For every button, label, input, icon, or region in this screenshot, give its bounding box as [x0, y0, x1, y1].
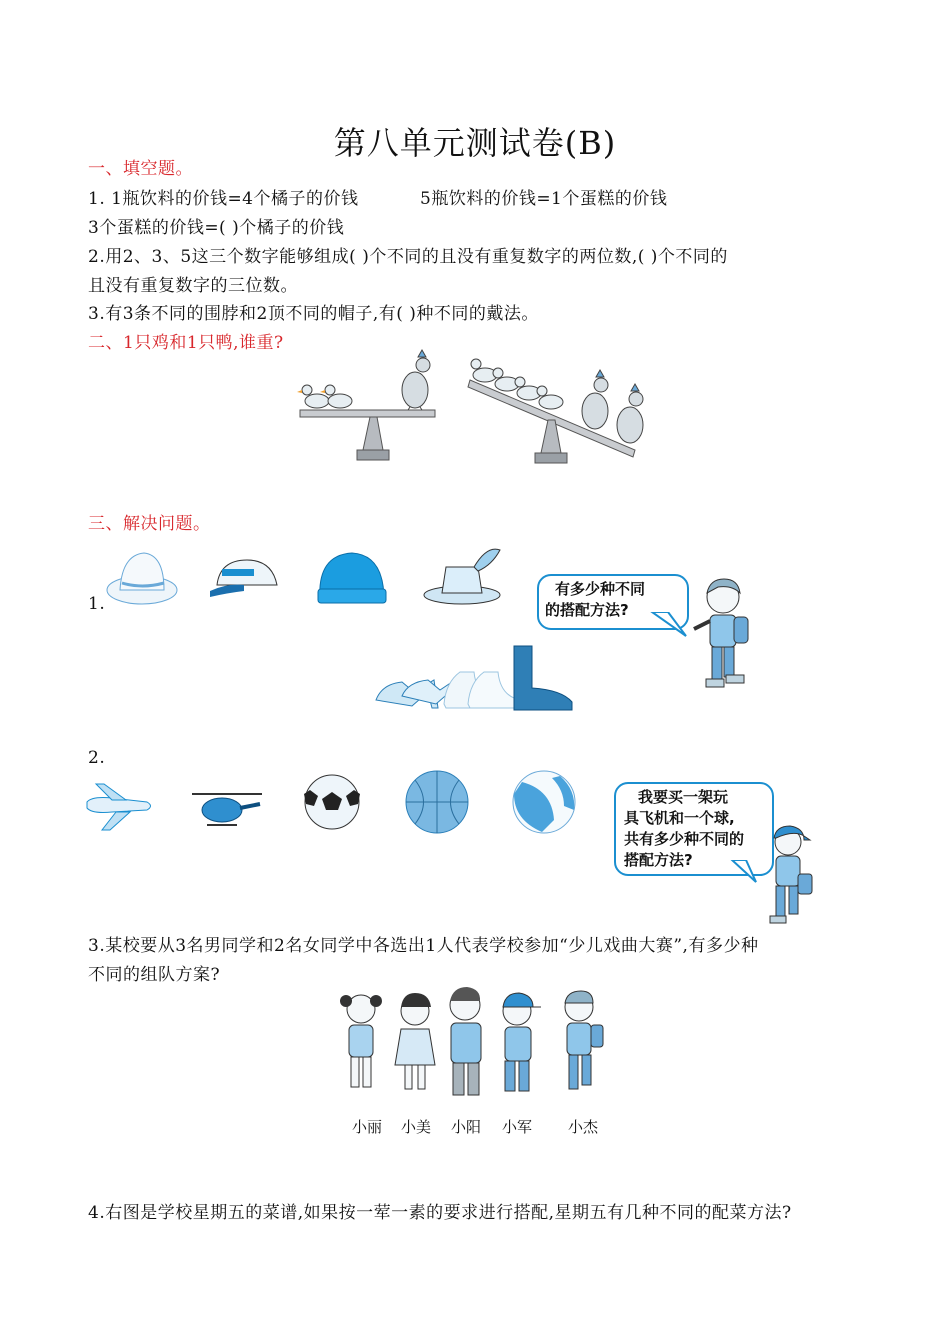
- chicken-icon: [402, 350, 430, 410]
- bubble-1-line: 的搭配方法?: [545, 601, 629, 619]
- bubble-2-line: 具飞机和一个球,: [624, 809, 735, 827]
- student-name: 小丽: [352, 1118, 383, 1136]
- volleyball-icon: [513, 771, 575, 833]
- knit-hat-icon: [318, 553, 386, 603]
- cap-icon: [210, 560, 277, 597]
- boot-icon: [514, 646, 572, 710]
- balance-scales-illustration: [295, 345, 665, 467]
- left-scale: [297, 350, 435, 460]
- q1-line-a: 1. 1瓶饮料的价钱=4个橘子的价钱: [88, 189, 359, 209]
- duck-icon: [297, 385, 329, 408]
- problem-4-line: 4.右图是学校星期五的菜谱,如果按一荤一素的要求进行搭配,星期五有几种不同的配菜方法?: [88, 1203, 792, 1223]
- student-name: 小美: [401, 1118, 432, 1136]
- problem-1-number: 1.: [88, 594, 106, 614]
- bubble-2-line: 共有多少种不同的: [624, 830, 745, 848]
- duck-icon: [471, 359, 497, 382]
- q2-line-a: 2.用2、3、5这三个数字能够组成( )个不同的且没有重复数字的两位数,( )个不同的: [88, 247, 728, 267]
- sneaker-icon: [444, 672, 514, 708]
- chicken-icon: [617, 384, 643, 443]
- q2-line-b: 且没有重复数字的三位数。: [88, 276, 298, 296]
- airplane-icon: [87, 784, 151, 830]
- bubble-2-line: 我要买一架玩: [638, 788, 729, 806]
- boy-figure: [503, 993, 541, 1091]
- boy-figure-1: [688, 575, 758, 695]
- helicopter-icon: [192, 794, 262, 825]
- student-name: 小杰: [568, 1118, 599, 1136]
- q3-line: 3.有3条不同的围脖和2顶不同的帽子,有( )种不同的戴法。: [88, 304, 539, 324]
- section-1-heading: 一、填空题。: [88, 159, 193, 179]
- bubble-tail: [730, 860, 760, 886]
- q1-line-b: 5瓶饮料的价钱=1个蛋糕的价钱: [420, 189, 668, 209]
- problem-2-number: 2.: [88, 748, 106, 768]
- soccer-ball-icon: [304, 775, 360, 829]
- page-title: 第八单元测试卷(B): [333, 124, 617, 162]
- student-name: 小阳: [451, 1118, 482, 1136]
- duck-icon: [537, 386, 563, 409]
- right-scale: [468, 359, 643, 463]
- students-illustration: [335, 985, 615, 1103]
- boy-figure: [565, 991, 603, 1089]
- q1-line-c: 3个蛋糕的价钱=( )个橘子的价钱: [88, 218, 345, 238]
- problem-3-line-b: 不同的组队方案?: [88, 965, 221, 985]
- bubble-1-line: 有多少种不同: [555, 580, 646, 598]
- girl-figure: [340, 995, 382, 1087]
- basketball-icon: [406, 771, 468, 833]
- student-name: 小军: [502, 1118, 533, 1136]
- bubble-2-line: 搭配方法?: [624, 851, 693, 869]
- white-hat-icon: [107, 553, 177, 604]
- duck-icon: [515, 377, 541, 400]
- shoes-illustration: [372, 642, 582, 712]
- hats-illustration: [102, 545, 502, 610]
- section-2-heading: 二、1只鸡和1只鸭,谁重?: [88, 333, 284, 353]
- duck-icon: [493, 368, 519, 391]
- problem-3-line-a: 3.某校要从3名男同学和2名女同学中各选出1人代表学校参加“少儿戏曲大赛”,有多少种: [88, 936, 759, 956]
- toys-illustration: [82, 770, 582, 840]
- chicken-icon: [582, 370, 608, 429]
- boy-figure-2: [760, 822, 820, 927]
- boy-figure: [450, 987, 481, 1095]
- section-3-heading: 三、解决问题。: [88, 514, 211, 534]
- bubble-tail: [650, 612, 690, 640]
- feather-hat-icon: [424, 549, 500, 604]
- girl-figure: [395, 993, 435, 1089]
